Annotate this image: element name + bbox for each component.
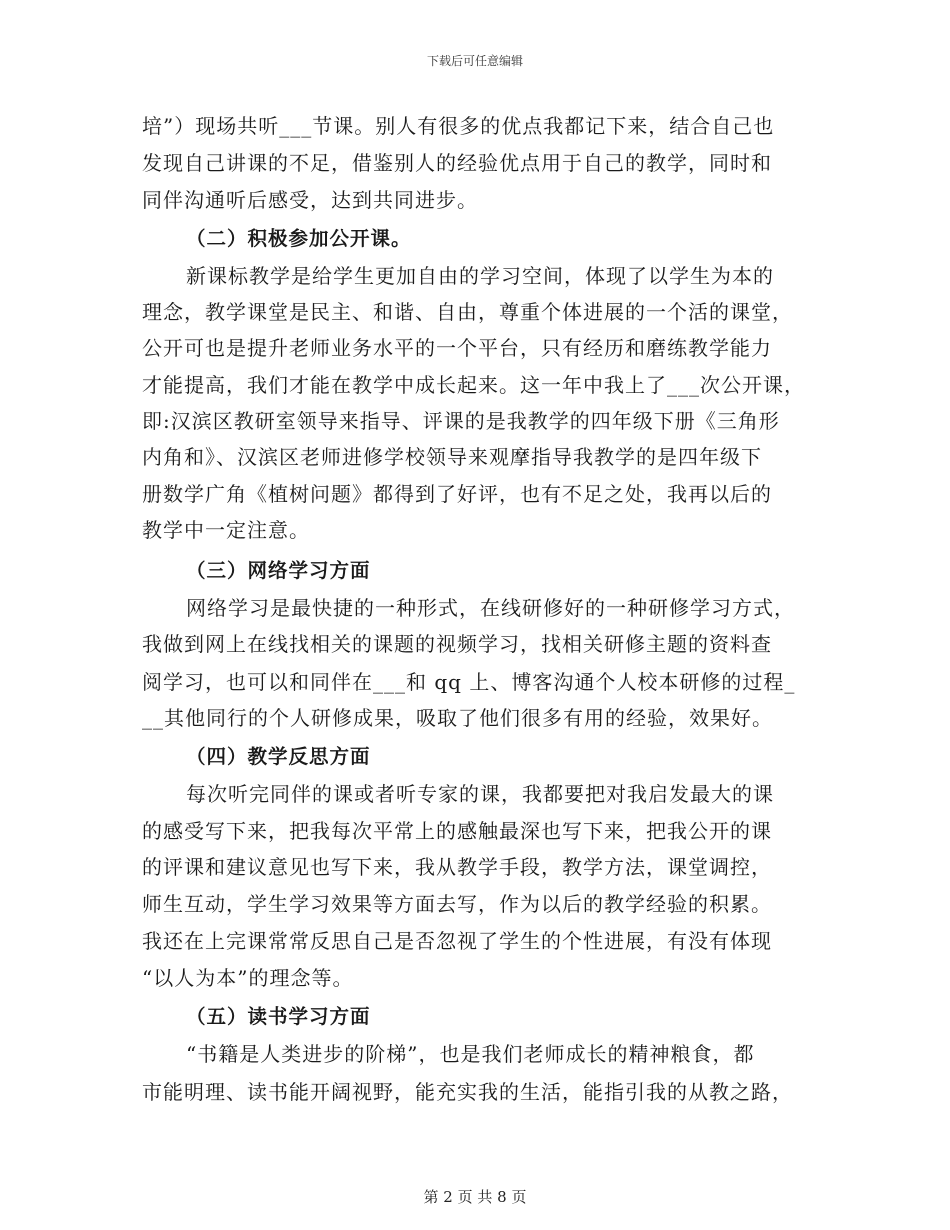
body-line: __其他同行的个人研修成果，吸取了他们很多有用的经验，效果好。 [142,706,773,730]
section-heading: （五）读书学习方面 [186,1005,371,1028]
body-line: 的评课和建议意见也写下来，我从教学手段，教学方法，课堂调控， [142,855,772,879]
body-line: 内角和》、汉滨区老师进修学校领导来观摩指导我教学的是四年级下 [142,445,762,469]
body-line: 市能明理、读书能开阔视野，能充实我的生活，能指引我的从教之路， [142,1080,793,1104]
page-footer: 第 2 页 共 8 页 [423,1188,527,1206]
body-line: 理念，教学课堂是民主、和谐、自由，尊重个体进展的一个活的课堂， [142,300,793,324]
page-header: 下载后可任意编辑 [426,54,523,68]
body-line: 师生互动，学生学习效果等方面去写，作为以后的教学经验的积累。 [142,892,772,916]
body-line: 我还在上完课常常反思自己是否忽视了学生的个性进展，有没有体现 [142,929,772,953]
body-line: 的感受写下来，把我每次平常上的感触最深也写下来，把我公开的课 [142,819,772,843]
section-heading: （三）网络学习方面 [186,559,371,582]
body-line: 阅学习，也可以和同伴在___和 qq 上、博客沟通个人校本研修的过程_ [142,670,796,694]
body-line: 册数学广角《植树问题》都得到了好评，也有不足之处，我再以后的 [142,482,772,506]
body-line: 即:汉滨区教研室领导来指导、评课的是我教学的四年级下册《三角形 [142,409,780,433]
body-line: “书籍是人类进步的阶梯”，也是我们老师成长的精神粮食，都 [186,1042,755,1066]
body-line: 我做到网上在线找相关的课题的视频学习，找相关研修主题的资料查 [142,632,772,656]
body-line: 发现自己讲课的不足，借鉴别人的经验优点用于自己的教学，同时和 [142,151,772,175]
section-heading: （四）教学反思方面 [186,745,371,768]
section-heading: （二）积极参加公开课。 [186,227,412,250]
body-line: “以人为本”的理念等。 [142,966,354,990]
body-line: 每次听完同伴的课或者听专家的课，我都要把对我启发最大的课 [186,782,774,806]
body-line: 培”）现场共听___节课。别人有很多的优点我都记下来，结合自己也 [142,114,775,138]
body-line: 新课标教学是给学生更加自由的学习空间，体现了以学生为本的 [186,264,774,288]
body-line: 同伴沟通听后感受，达到共同进步。 [142,188,478,212]
body-line: 网络学习是最快捷的一种形式，在线研修好的一种研修学习方式， [186,596,795,620]
body-line: 教学中一定注意。 [142,518,310,542]
body-line: 才能提高，我们才能在教学中成长起来。这一年中我上了___次公开课， [142,373,805,397]
body-line: 公开可也是提升老师业务水平的一个平台，只有经历和磨练教学能力 [142,336,772,360]
